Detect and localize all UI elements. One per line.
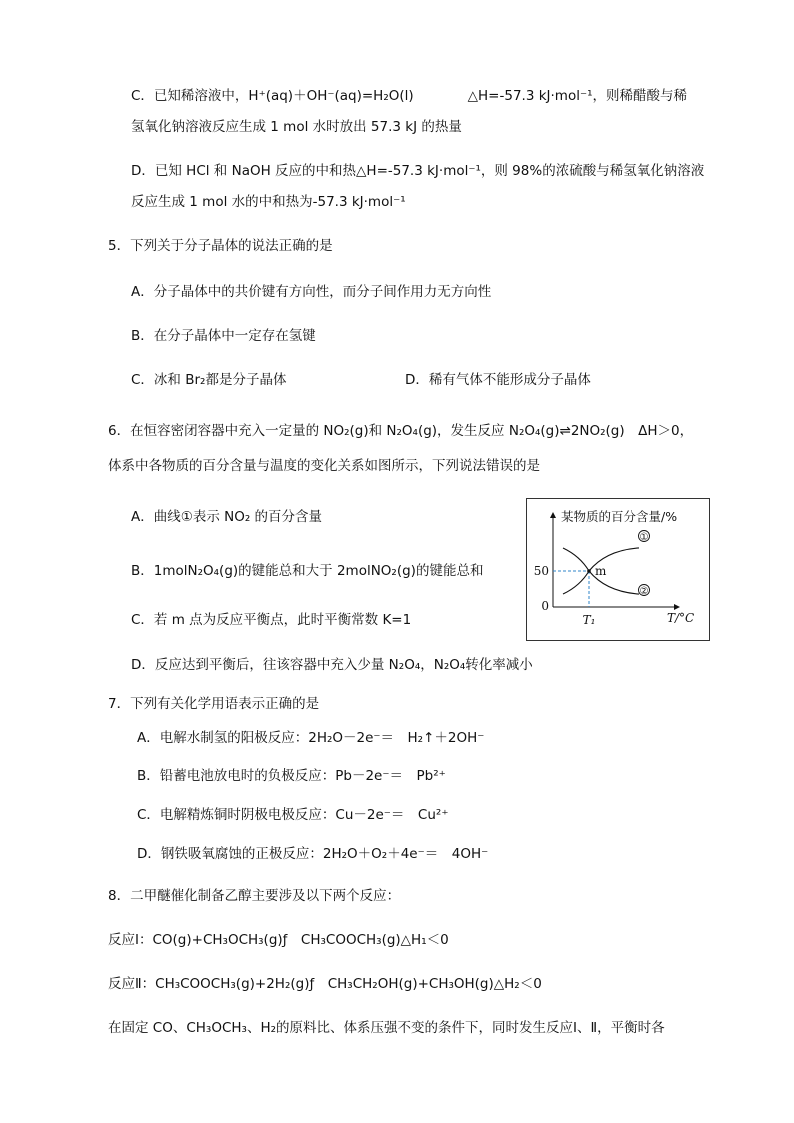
y-axis-label: 某物质的百分含量/% bbox=[561, 509, 678, 524]
q7-option-c: C．电解精炼铜时阴极电极反应：Cu－2e⁻＝ Cu²⁺ bbox=[137, 807, 449, 823]
q6-option-d: D．反应达到平衡后，往该容器中充入少量 N₂O₄，N₂O₄转化率减小 bbox=[131, 657, 533, 673]
q8-reaction-1: 反应Ⅰ：CO(g)+CH₃OCH₃(g)ƒ CH₃COOCH₃(g)△H₁＜0 bbox=[108, 932, 449, 948]
q8-condition: 在固定 CO、CH₃OCH₃、H₂的原料比、体系压强不变的条件下，同时发生反应Ⅰ、Ⅱ，平衡时各 bbox=[108, 1020, 665, 1036]
q8-reaction-2: 反应Ⅱ：CH₃COOCH₃(g)+2H₂(g)ƒ CH₃CH₂OH(g)+CH₃OH(g)△H₂＜0 bbox=[108, 976, 542, 992]
q7-stem: 7．下列有关化学用语表示正确的是 bbox=[108, 696, 320, 712]
q6-option-a: A．曲线①表示 NO₂ 的百分含量 bbox=[131, 509, 323, 525]
q5-option-d: D．稀有气体不能形成分子晶体 bbox=[405, 372, 591, 388]
q6-stem-line2: 体系中各物质的百分含量与温度的变化关系如图所示，下列说法错误的是 bbox=[108, 458, 540, 474]
series-1-label: ① bbox=[639, 532, 649, 543]
q5-option-a: A．分子晶体中的共价键有方向性，而分子间作用力无方向性 bbox=[131, 284, 492, 300]
intersection-point bbox=[587, 569, 591, 573]
q6-chart bbox=[526, 498, 710, 641]
q6-option-c: C．若 m 点为反应平衡点，此时平衡常数 K=1 bbox=[131, 612, 412, 628]
q5-option-c: C．冰和 Br₂都是分子晶体 bbox=[131, 372, 287, 388]
x-axis-label: T/°C bbox=[667, 611, 695, 625]
q7-option-a: A．电解水制氢的阳极反应：2H₂O－2e⁻＝ H₂↑＋2OH⁻ bbox=[137, 730, 485, 746]
q4-option-c-line1: C．已知稀溶液中，H⁺(aq)＋OH⁻(aq)=H₂O(l) △H=-57.3 kJ·mol⁻¹，则稀醋酸与稀 bbox=[131, 88, 687, 104]
series-2-label: ② bbox=[639, 586, 649, 597]
q5-option-b: B．在分子晶体中一定存在氢键 bbox=[131, 328, 316, 344]
q6-option-b: B．1molN₂O₄(g)的键能总和大于 2molNO₂(g)的键能总和 bbox=[131, 563, 484, 579]
x-tick-t1: T₁ bbox=[582, 613, 596, 627]
point-m-label: m bbox=[595, 564, 607, 578]
y-tick-0: 0 bbox=[541, 599, 549, 613]
q4-option-c-line2: 氢氧化钠溶液反应生成 1 mol 水时放出 57.3 kJ 的热量 bbox=[131, 119, 462, 135]
q5-stem: 5．下列关于分子晶体的说法正确的是 bbox=[108, 238, 333, 254]
q8-stem: 8．二甲醚催化制备乙醇主要涉及以下两个反应： bbox=[108, 888, 401, 904]
q6-stem-line1: 6．在恒容密闭容器中充入一定量的 NO₂(g)和 N₂O₄(g)，发生反应 N₂O₄(g)⇌2NO₂(g) ΔH＞0， bbox=[108, 423, 694, 439]
chart-svg bbox=[527, 499, 711, 642]
q7-option-b: B．铅蓄电池放电时的负极反应：Pb－2e⁻＝ Pb²⁺ bbox=[137, 768, 446, 784]
q4-option-d-line1: D．已知 HCl 和 NaOH 反应的中和热△H=-57.3 kJ·mol⁻¹，则 98%的浓硫酸与稀氢氧化钠溶液 bbox=[131, 163, 705, 179]
q7-option-d: D．钢铁吸氧腐蚀的正极反应：2H₂O＋O₂＋4e⁻＝ 4OH⁻ bbox=[137, 846, 489, 862]
y-tick-50: 50 bbox=[533, 564, 549, 578]
q4-option-d-line2: 反应生成 1 mol 水的中和热为-57.3 kJ·mol⁻¹ bbox=[131, 194, 406, 210]
